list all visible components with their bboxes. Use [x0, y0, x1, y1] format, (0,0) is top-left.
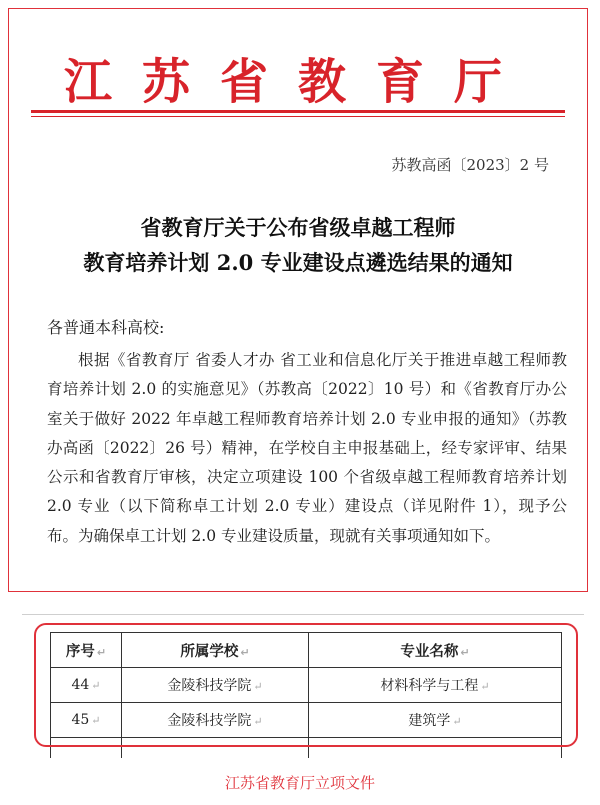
document-number: 苏教高函〔2023〕2 号: [391, 156, 549, 174]
document-frame: [8, 8, 588, 592]
row-school: 金陵科技学院 ↵: [122, 703, 309, 738]
table-excerpt: [8, 606, 592, 758]
header-cell-index: 序号 ↵: [51, 633, 122, 668]
row-major: 材料科学与工程 ↵: [309, 668, 562, 703]
highlight-frame: [34, 623, 578, 747]
header-cell-school: 所属学校 ↵: [122, 633, 309, 668]
row-school: 金陵科技学院 ↵: [122, 668, 309, 703]
notice-title-line-1: 省教育厅关于公布省级卓越工程师: [140, 215, 456, 240]
header-cell-major: 专业名称 ↵: [309, 633, 562, 668]
header-red-rule: [31, 110, 565, 113]
image-caption: 江苏省教育厅立项文件: [224, 774, 375, 792]
header-red-rule-thin: [31, 116, 565, 117]
row-major: 建筑学 ↵: [309, 703, 562, 738]
row-index: 44 ↵: [51, 668, 122, 703]
issuer-header: 江苏省教育厅: [63, 54, 532, 110]
body-paragraph: 根据《省教育厅 省委人才办 省工业和信息化厅关于推进卓越工程师教育培养计划 2.0 的实施意见》（苏教高〔2022〕10 号）和《省教育厅办公室关于做好 2022 年卓越工程师教育培养计划 2.0 专业申报的通知》（苏教办高函〔2022〕26 号）精神，在学校自主申报基础上，经专家评审、结果公示和省教育厅审核，决定立项建设 100 个省级卓越工程师教育培养计划 2.0 专业（以下简称卓工计划 2.0 专业）建设点（详见附件 1），现予公布。为确保卓工计划 2.0 专业建设质量，现就有关事项通知如下。: [47, 351, 567, 545]
notice-title-line-2: 教育培养计划 2.0 专业建设点遴选结果的通知: [83, 250, 513, 275]
salutation: 各普通本科高校:: [47, 318, 165, 337]
page-divider: [22, 614, 584, 615]
row-index: 45 ↵: [51, 703, 122, 738]
